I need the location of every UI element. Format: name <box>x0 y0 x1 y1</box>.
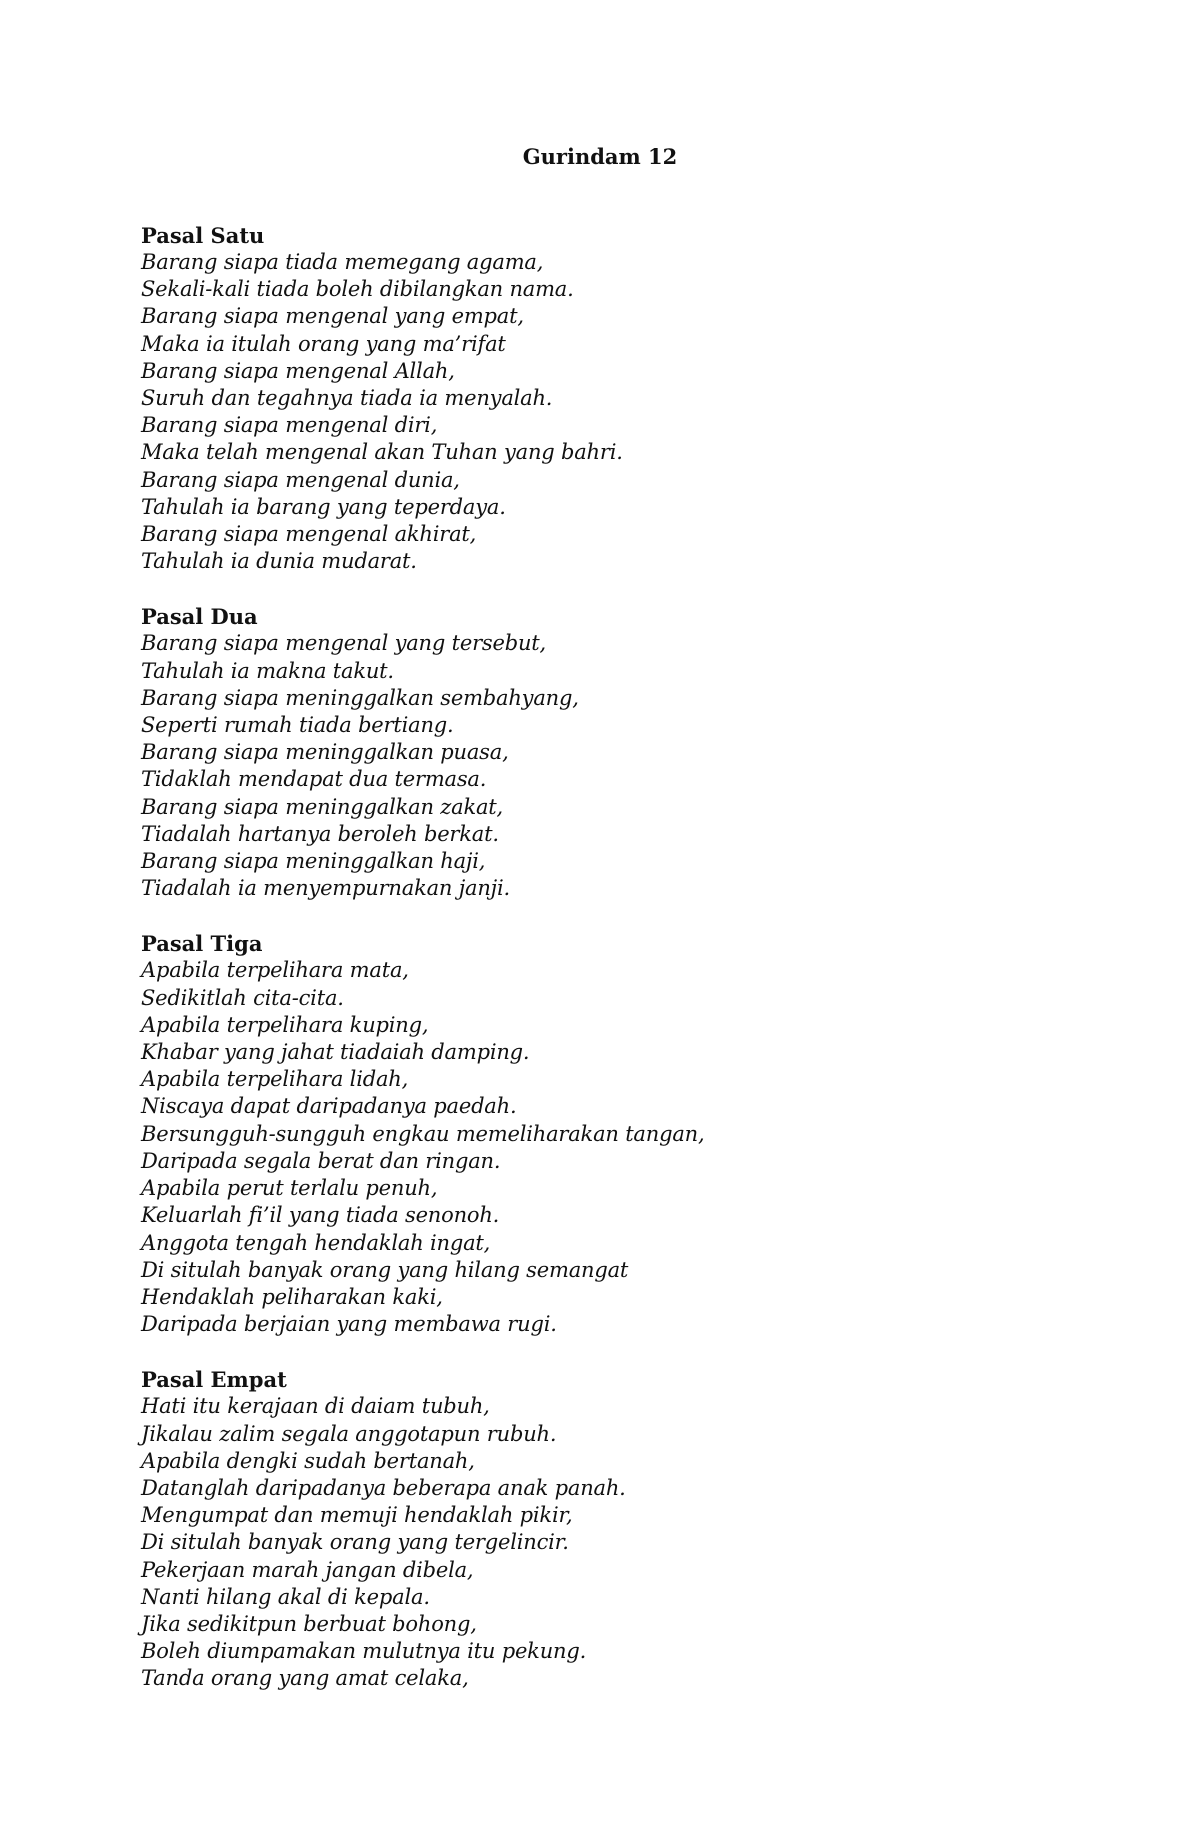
verse-line: Boleh diumpamakan mulutnya itu pekung. <box>141 1639 587 1664</box>
verse-line: Khabar yang jahat tiadaiah damping. <box>141 1040 530 1065</box>
verse-line: Di situlah banyak orang yang hilang semangat <box>141 1257 629 1282</box>
verse-line: Apabila terpelihara mata, <box>141 958 409 983</box>
section-title: Pasal Tiga <box>141 931 263 957</box>
verse-line: Suruh dan tegahnya tiada ia menyalah. <box>141 386 553 411</box>
verse-line: Tanda orang yang amat celaka, <box>141 1666 469 1691</box>
verse-line: Barang siapa meninggalkan haji, <box>141 849 486 874</box>
section-title: Pasal Empat <box>141 1367 287 1393</box>
verse-line: Tidaklah mendapat dua termasa. <box>141 767 487 792</box>
verse-line: Sekali-kali tiada boleh dibilangkan nama. <box>141 277 574 302</box>
verse-line: Apabila dengki sudah bertanah, <box>141 1448 475 1473</box>
section-pasal-empat <box>141 1366 1041 1692</box>
verse-line: Barang siapa mengenal yang empat, <box>141 304 524 329</box>
verse-line: Maka telah mengenal akan Tuhan yang bahri. <box>141 440 623 465</box>
verse-line: Barang siapa mengenal akhirat, <box>141 522 477 547</box>
verse-line: Datanglah daripadanya beberapa anak panah. <box>141 1475 626 1500</box>
verse-line: Bersungguh-sungguh engkau memeliharakan tangan, <box>141 1121 705 1146</box>
verse-line: Barang siapa meninggalkan puasa, <box>141 740 509 765</box>
document-body <box>141 222 1041 1721</box>
verse-line: Jika sedikitpun berbuat bohong, <box>141 1611 477 1636</box>
verse-line: Pekerjaan marah jangan dibela, <box>141 1557 474 1582</box>
verse-line: Apabila terpelihara lidah, <box>141 1067 409 1092</box>
verse-line: Tahulah ia makna takut. <box>141 658 394 683</box>
verse-line: Anggota tengah hendaklah ingat, <box>141 1230 491 1255</box>
verse-line: Hati itu kerajaan di daiam tubuh, <box>141 1394 490 1419</box>
section-pasal-dua <box>141 603 1041 902</box>
verse-line: Sedikitlah cita-cita. <box>141 985 344 1010</box>
verse-line: Seperti rumah tiada bertiang. <box>141 713 454 738</box>
verse-line: Mengumpat dan memuji hendaklah pikir, <box>141 1503 573 1528</box>
verse-line: Hendaklah peliharakan kaki, <box>141 1284 443 1309</box>
verse-line: Barang siapa meninggalkan zakat, <box>141 794 504 819</box>
verse-line: Tahulah ia dunia mudarat. <box>141 549 417 574</box>
document-title: Gurindam 12 <box>522 144 678 169</box>
verse-line: Nanti hilang akal di kepala. <box>141 1584 430 1609</box>
verse-line: Niscaya dapat daripadanya paedah. <box>141 1094 517 1119</box>
verse-line: Barang siapa mengenal dunia, <box>141 467 460 492</box>
verse-line: Tiadalah hartanya beroleh berkat. <box>141 821 499 846</box>
verse-line: Tiadalah ia menyempurnakan janji. <box>141 876 510 901</box>
section-title: Pasal Satu <box>141 223 265 248</box>
verse-line: Daripada berjaian yang membawa rugi. <box>141 1312 557 1337</box>
verse-line: Keluarlah fi’il yang tiada senonoh. <box>141 1203 500 1228</box>
verse-line: Jikalau zalim segala anggotapun rubuh. <box>141 1421 557 1446</box>
verse-line: Barang siapa mengenal yang tersebut, <box>141 631 546 656</box>
verse-line: Di situlah banyak orang yang tergelincir. <box>141 1530 569 1555</box>
verse-line: Maka ia itulah orang yang ma’rifat <box>141 331 506 356</box>
verse-line: Tahulah ia barang yang teperdaya. <box>141 494 506 519</box>
section-pasal-satu <box>141 222 1041 575</box>
verse-line: Barang siapa mengenal diri, <box>141 413 438 438</box>
verse-line: Apabila terpelihara kuping, <box>141 1012 429 1037</box>
section-pasal-tiga <box>141 930 1041 1338</box>
section-title: Pasal Dua <box>141 604 258 630</box>
verse-line: Barang siapa mengenal Allah, <box>141 358 455 383</box>
verse-line: Daripada segala berat dan ringan. <box>141 1148 501 1173</box>
verse-line: Barang siapa meninggalkan sembahyang, <box>141 685 579 710</box>
verse-line: Apabila perut terlalu penuh, <box>141 1176 438 1201</box>
verse-line: Barang siapa tiada memegang agama, <box>141 250 544 274</box>
